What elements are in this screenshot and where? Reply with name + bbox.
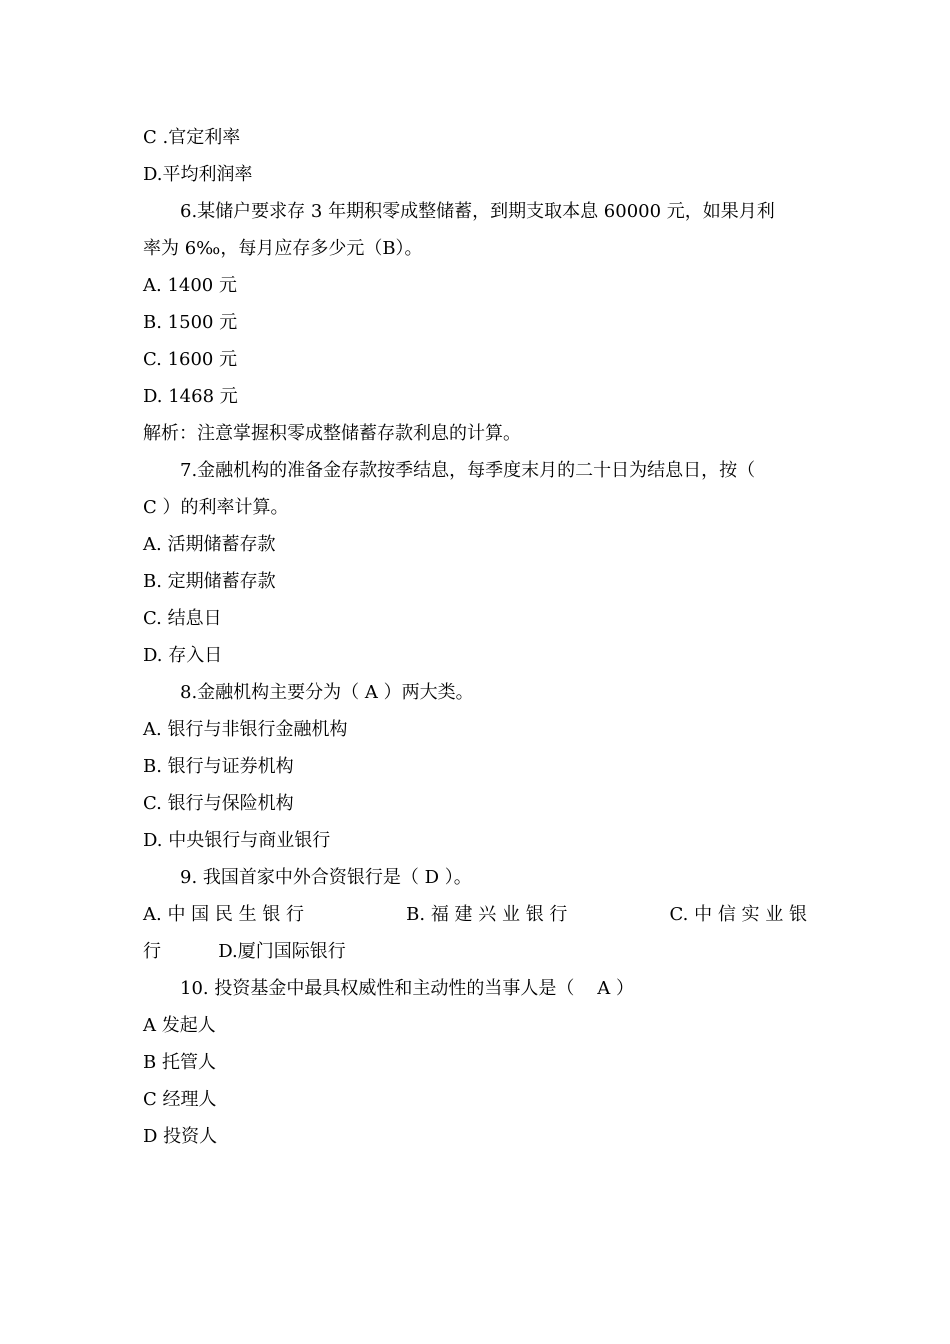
q8-option-a: A. 银行与非银行金融机构 xyxy=(143,719,348,740)
q9-option-b: B. 福 建 兴 业 银 行 xyxy=(406,904,568,925)
option-d-average-profit-rate: D.平均利润率 xyxy=(143,164,253,185)
q10-option-b: B 托管人 xyxy=(143,1052,216,1073)
question-6-line-2: 率为 6‰，每月应存多少元（B）。 xyxy=(143,238,423,259)
q6-option-d: D. 1468 元 xyxy=(143,386,238,407)
q9-options-row xyxy=(143,896,807,933)
q10-option-a: A 发起人 xyxy=(143,1015,216,1036)
question-9: 9. 我国首家中外合资银行是（ D ）。 xyxy=(180,867,472,888)
question-10: 10. 投资基金中最具权威性和主动性的当事人是（ A ） xyxy=(180,978,634,999)
question-7-line-1: 7.金融机构的准备金存款按季结息，每季度末月的二十日为结息日，按（ xyxy=(180,460,756,481)
q9-options-row-2: 行 D.厦门国际银行 xyxy=(143,941,346,962)
q7-option-d: D. 存入日 xyxy=(143,645,223,666)
option-c-official-rate: C .官定利率 xyxy=(143,127,241,148)
q6-option-c: C. 1600 元 xyxy=(143,349,238,370)
q7-option-b: B. 定期储蓄存款 xyxy=(143,571,276,592)
q8-option-b: B. 银行与证券机构 xyxy=(143,756,294,777)
q6-explanation: 解析：注意掌握积零成整储蓄存款利息的计算。 xyxy=(143,423,521,444)
q8-option-c: C. 银行与保险机构 xyxy=(143,793,294,814)
q6-option-a: A. 1400 元 xyxy=(143,275,237,296)
q9-option-a: A. 中 国 民 生 银 行 xyxy=(143,904,305,925)
q7-option-a: A. 活期储蓄存款 xyxy=(143,534,276,555)
q6-option-b: B. 1500 元 xyxy=(143,312,238,333)
q7-option-c: C. 结息日 xyxy=(143,608,222,629)
q8-option-d: D. 中央银行与商业银行 xyxy=(143,830,331,851)
q10-option-c: C 经理人 xyxy=(143,1089,217,1110)
question-6-line-1: 6.某储户要求存 3 年期积零成整储蓄，到期支取本息 60000 元，如果月利 xyxy=(180,201,775,222)
q9-option-c: C. 中 信 实 业 银 xyxy=(669,904,807,925)
question-7-line-2: C ）的利率计算。 xyxy=(143,497,289,518)
q10-option-d: D 投资人 xyxy=(143,1126,218,1147)
question-8: 8.金融机构主要分为（ A ）两大类。 xyxy=(180,682,474,703)
